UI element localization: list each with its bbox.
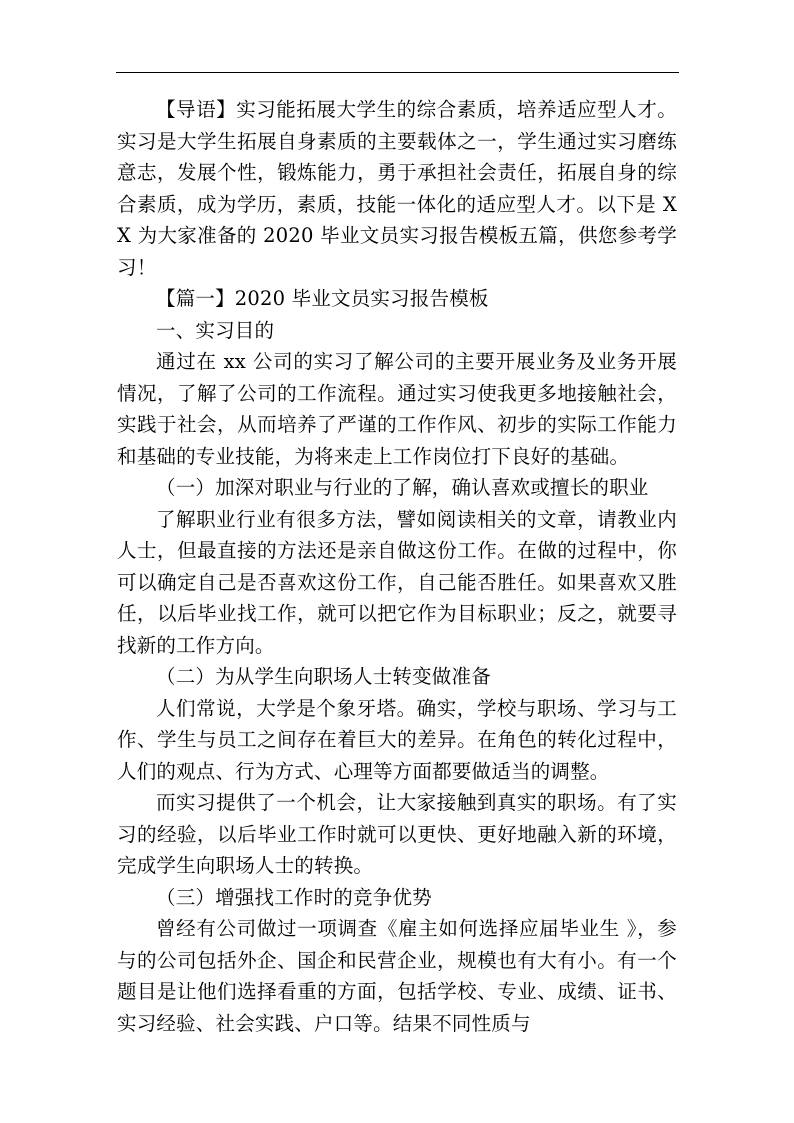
paragraph: 了解职业行业有很多方法，譬如阅读相关的文章，请教业内人士，但最直接的方法还是亲自做这份工作。在做的过程中，你可以确定自己是否喜欢这份工作，自己能否胜任。如果喜欢又胜任，以后毕业找工作，就可以把它作为目标职业；反之，就要寻找新的工作方向。 xyxy=(117,507,677,657)
section-title-part-one: 【篇一】2020 毕业文员实习报告模板 xyxy=(156,287,489,310)
header-rule xyxy=(116,72,679,73)
paragraph: 人们常说，大学是个象牙塔。确实，学校与职场、学习与工作、学生与员工之间存在着巨大的差异。在角色的转化过程中，人们的观点、行为方式、心理等方面都要做适当的调整。 xyxy=(117,696,677,783)
subheading-two: （二）为从学生向职场人士转变做准备 xyxy=(156,665,491,688)
paragraph: 曾经有公司做过一项调查《雇主如何选择应届毕业生 》，参与的公司包括外企、国企和民营企业，规模也有大有小。有一个题目是让他们选择看重的方面，包括学校、专业、成绩、证书、实习经验、社会实践、户口等。结果不同性质与 xyxy=(117,917,677,1035)
paragraph: 而实习提供了一个机会，让大家接触到真实的职场。有了实习的经验，以后毕业工作时就可以更快、更好地融入新的环境，完成学生向职场人士的转换。 xyxy=(117,791,677,877)
document-body xyxy=(117,94,677,1039)
intro-paragraph: 【导语】实习能拓展大学生的综合素质，培养适应型人才。实习是大学生拓展自身素质的主要载体之一，学生通过实习磨练意志，发展个性，锻炼能力，勇于承担社会责任，拓展自身的综合素质，成为学历，素质，技能一体化的适应型人才。以下是 XX 为大家准备的 2020 毕业文员实习报告模板五篇，供您参考学习！ xyxy=(117,98,677,279)
subheading-one: （一）加深对职业与行业的了解，确认喜欢或擅长的职业 xyxy=(156,476,649,499)
paragraph: 通过在 xx 公司的实习了解公司的主要开展业务及业务开展情况，了解了公司的工作流程。通过实习使我更多地接触社会，实践于社会，从而培养了严谨的工作作风、初步的实际工作能力和基础的专业技能，为将来走上工作岗位打下良好的基础。 xyxy=(117,350,677,468)
subheading-three: （三）增强找工作时的竞争优势 xyxy=(156,885,432,909)
heading-internship-purpose: 一、实习目的 xyxy=(156,318,275,342)
